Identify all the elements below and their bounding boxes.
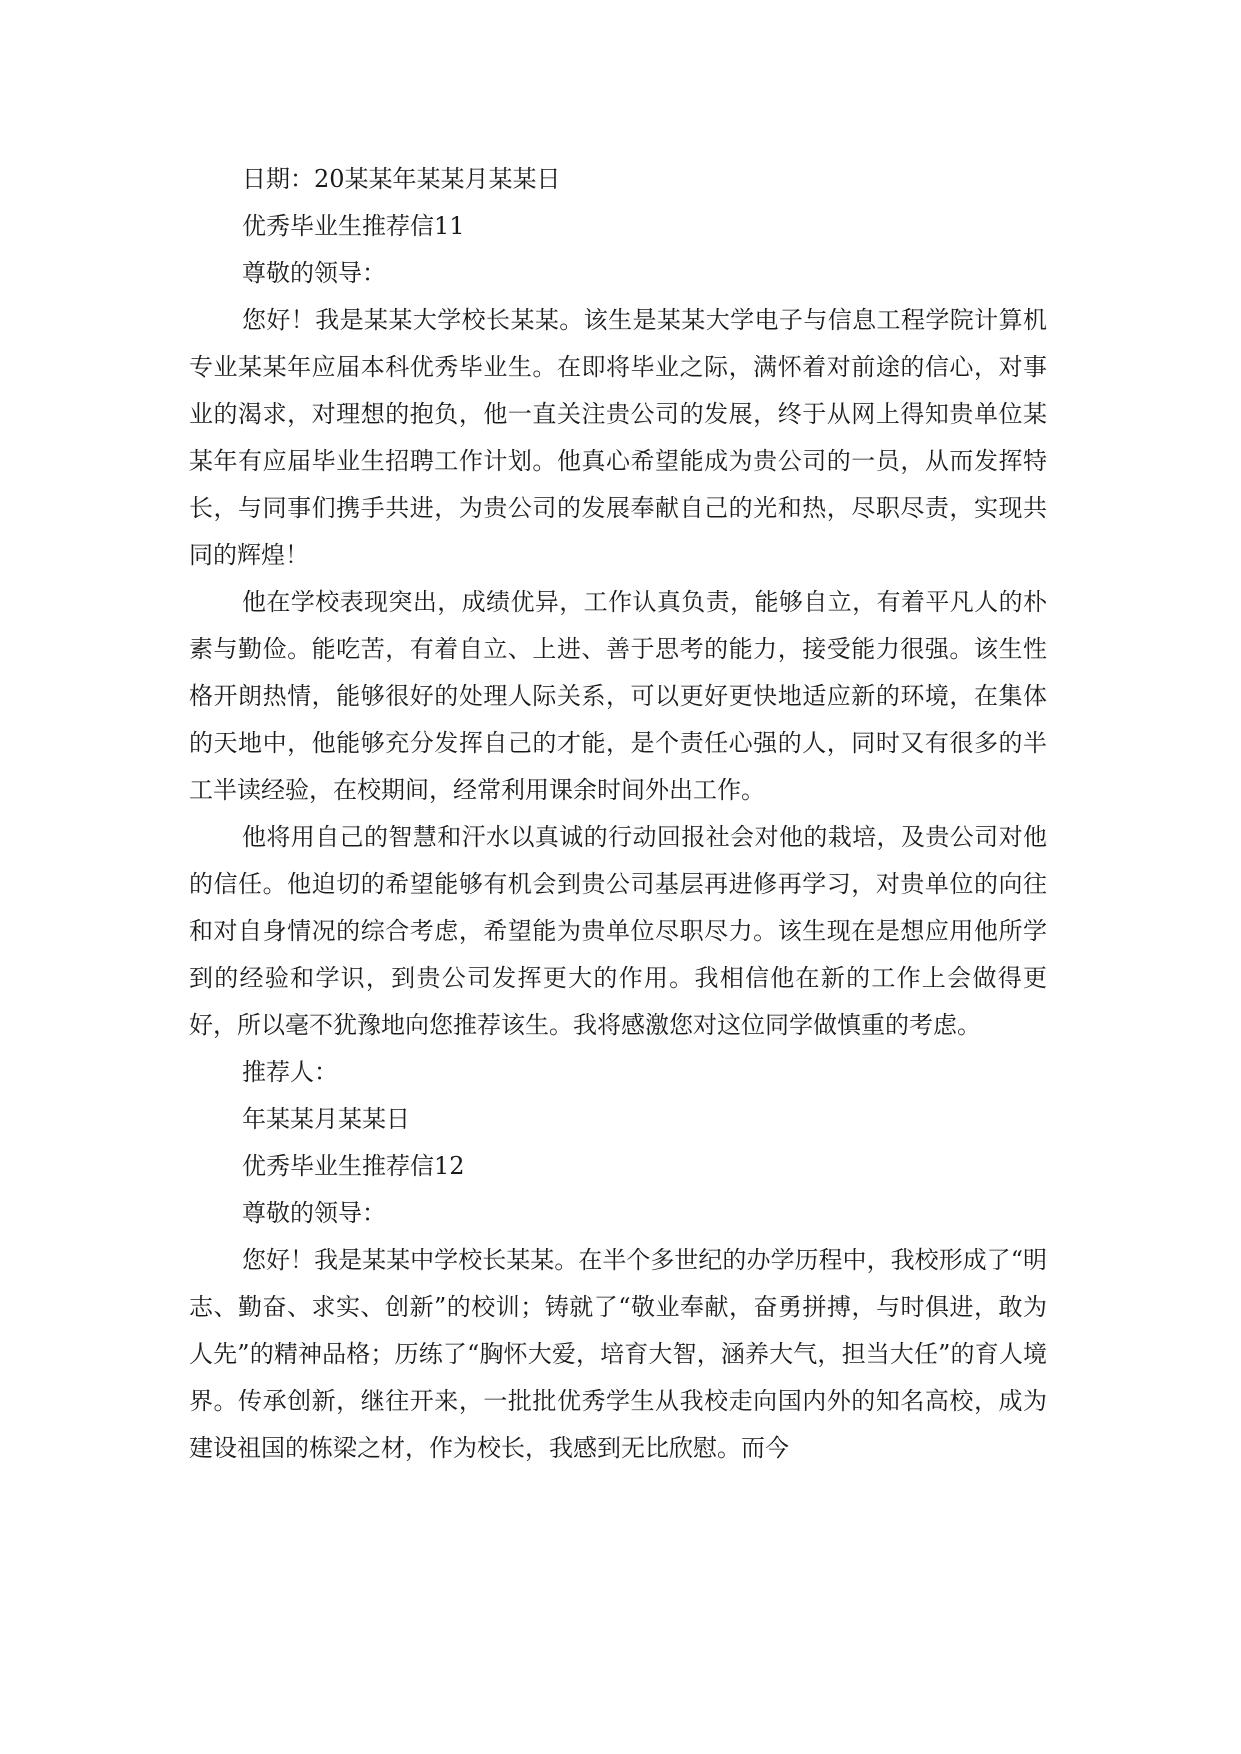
paragraph-school-intro: 您好！我是某某中学校长某某。在半个多世纪的办学历程中，我校形成了“明志、勤奋、求实、创新”的校训；铸就了“敬业奉献，奋勇拼搏，与时俱进，敢为人先”的精神品格；历练了“胸怀大爱，培育大智，涵养大气，担当大任”的育人境界。传承创新，继往开来，一批批优秀学生从我校走向国内外的知名高校，成为建设祖国的栋梁之材，作为校长，我感到无比欣慰。而今 <box>189 1246 1047 1462</box>
salutation: 尊敬的领导： <box>242 259 386 287</box>
letter-title-12: 优秀毕业生推荐信12 <box>242 1152 465 1180</box>
paragraph-performance: 他在学校表现突出，成绩优异，工作认真负责，能够自立，有着平凡人的朴素与勤俭。能吃苦，有着自立、上进、善于思考的能力，接受能力很强。该生性格开朗热情，能够很好的处理人际关系，可以更好更快地适应新的环境，在集体的天地中，他能够充分发挥自己的才能，是个责任心强的人，同时又有很多的半工半读经验，在校期间，经常利用课余时间外出工作。 <box>189 588 1047 804</box>
document-body <box>189 156 1047 1472</box>
recommender-line: 推荐人： <box>242 1058 338 1086</box>
paragraph-recommendation: 他将用自己的智慧和汗水以真诚的行动回报社会对他的栽培，及贵公司对他的信任。他迫切的希望能够有机会到贵公司基层再进修再学习，对贵单位的向往和对自身情况的综合考虑，希望能为贵单位尽职尽力。该生现在是想应用他所学到的经验和学识，到贵公司发挥更大的作用。我相信他在新的工作上会做得更好，所以毫不犹豫地向您推荐该生。我将感激您对这位同学做慎重的考虑。 <box>189 823 1047 1039</box>
salutation: 尊敬的领导： <box>242 1199 386 1227</box>
signature-date-line: 年某某月某某日 <box>242 1105 410 1133</box>
date-line: 日期：20某某年某某月某某日 <box>242 165 561 193</box>
paragraph-intro: 您好！我是某某大学校长某某。该生是某某大学电子与信息工程学院计算机专业某某年应届本科优秀毕业生。在即将毕业之际，满怀着对前途的信心，对事业的渴求，对理想的抱负，他一直关注贵公司的发展，终于从网上得知贵单位某某年有应届毕业生招聘工作计划。他真心希望能成为贵公司的一员，从而发挥特长，与同事们携手共进，为贵公司的发展奉献自己的光和热，尽职尽责，实现共同的辉煌！ <box>189 306 1047 569</box>
letter-title-11: 优秀毕业生推荐信11 <box>242 212 465 240</box>
